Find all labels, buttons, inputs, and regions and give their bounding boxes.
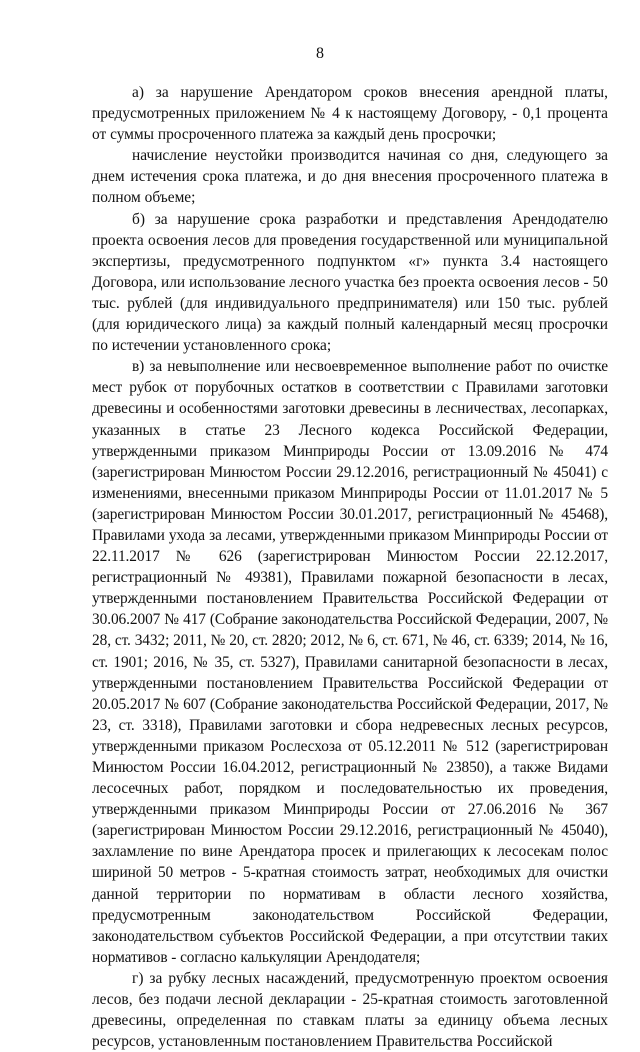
paragraph-penalty-accrual: начисление неустойки производится начиная со дня, следующего за днем истечения срока платежа, и до дня внесения просроченного платежа в полном объеме; [92,147,608,207]
paragraph-g: г) за рубку лесных насаждений, предусмотренную проектом освоения лесов, без подачи лесной декларации - 25-кратная стоимость заготовленной древесины, определенная по ставкам платы за единицу объема лесных ресурсов, установленным постановлением Правительства Российской [92,969,608,1051]
paragraph-v: в) за невыполнение или несвоевременное выполнение работ по очистке мест рубок от порубочных остатков в соответствии с Правилами заготовки древесины и особенностями заготовки древесины в лесничествах, лесопарках, указанных в статье 23 Лесного кодекса Российской Федерации, утвержденными приказом Минприроды России от 13.09.2016 № 474 (зарегистрирован Минюстом России 29.12.2016, регистрационный № 45041) с изменениями, внесенными приказом Минприроды России от 11.01.2017 № 5 (зарегистрирован Минюстом России 30.01.2017, регистрационный № 45468), Правилами ухода за лесами, утвержденными приказом Минприроды России от 22.11.2017 № 626 (зарегистрирован Минюстом России 22.12.2017, регистрационный № 49381), Правилами пожарной безопасности в лесах, утвержденными постановлением Правительства Российской Федерации от 30.06.2007 № 417 (Собрание законодательства Российской Федерации, 2007, № 28, ст. 3432; 2011, № 20, ст. 2820; 2012, № 6, ст. 671, № 46, ст. 6339; 2014, № 16, ст. 1901; 2016, № 35, ст. 5327), Правилами санитарной безопасности в лесах, утвержденными постановлением Правительства Российской Федерации от 20.05.2017 № 607 (Собрание законодательства Российской Федерации, 2017, № 23, ст. 3318), Правилами заготовки и сбора недревесных лесных ресурсов, утвержденными приказом Рослесхоза от 05.12.2011 № 512 (зарегистрирован Минюстом России 16.04.2012, регистрационный № 23850), а также Видами лесосечных работ, порядком и последовательностью их проведения, утвержденными приказом Минприроды России от 27.06.2016 № 367 (зарегистрирован Минюстом России 29.12.2016, регистрационный № 45040), захламление по вине Арендатора просек и прилегающих к лесосекам полос шириной 50 метров - 5-кратная стоимость затрат, необходимых для очистки данной территории по нормативам в области лесного хозяйства, предусмотренным законодательством Российской Федерации, законодательством субъектов Российской Федерации, а при отсутствии таких нормативов - согласно калькуляции Арендодателя; [92,358,608,966]
document-body [92,82,608,1052]
paragraph-a: а) за нарушение Арендатором сроков внесения арендной платы, предусмотренных приложением № 4 к настоящему Договору, - 0,1 процента от суммы просроченного платежа за каждый день просрочки; [92,84,608,144]
page-number: 8 [316,45,324,62]
paragraph-b: б) за нарушение срока разработки и представления Арендодателю проекта освоения лесов для проведения государственной или муниципальной экспертизы, предусмотренного подпунктом «г» пункта 3.4 настоящего Договора, или использование лесного участка без проекта освоения лесов - 50 тыс. рублей (для индивидуального предпринимателя) или 150 тыс. рублей (для юридического лица) за каждый полный календарный месяц просрочки по истечении установленного срока; [92,210,608,355]
